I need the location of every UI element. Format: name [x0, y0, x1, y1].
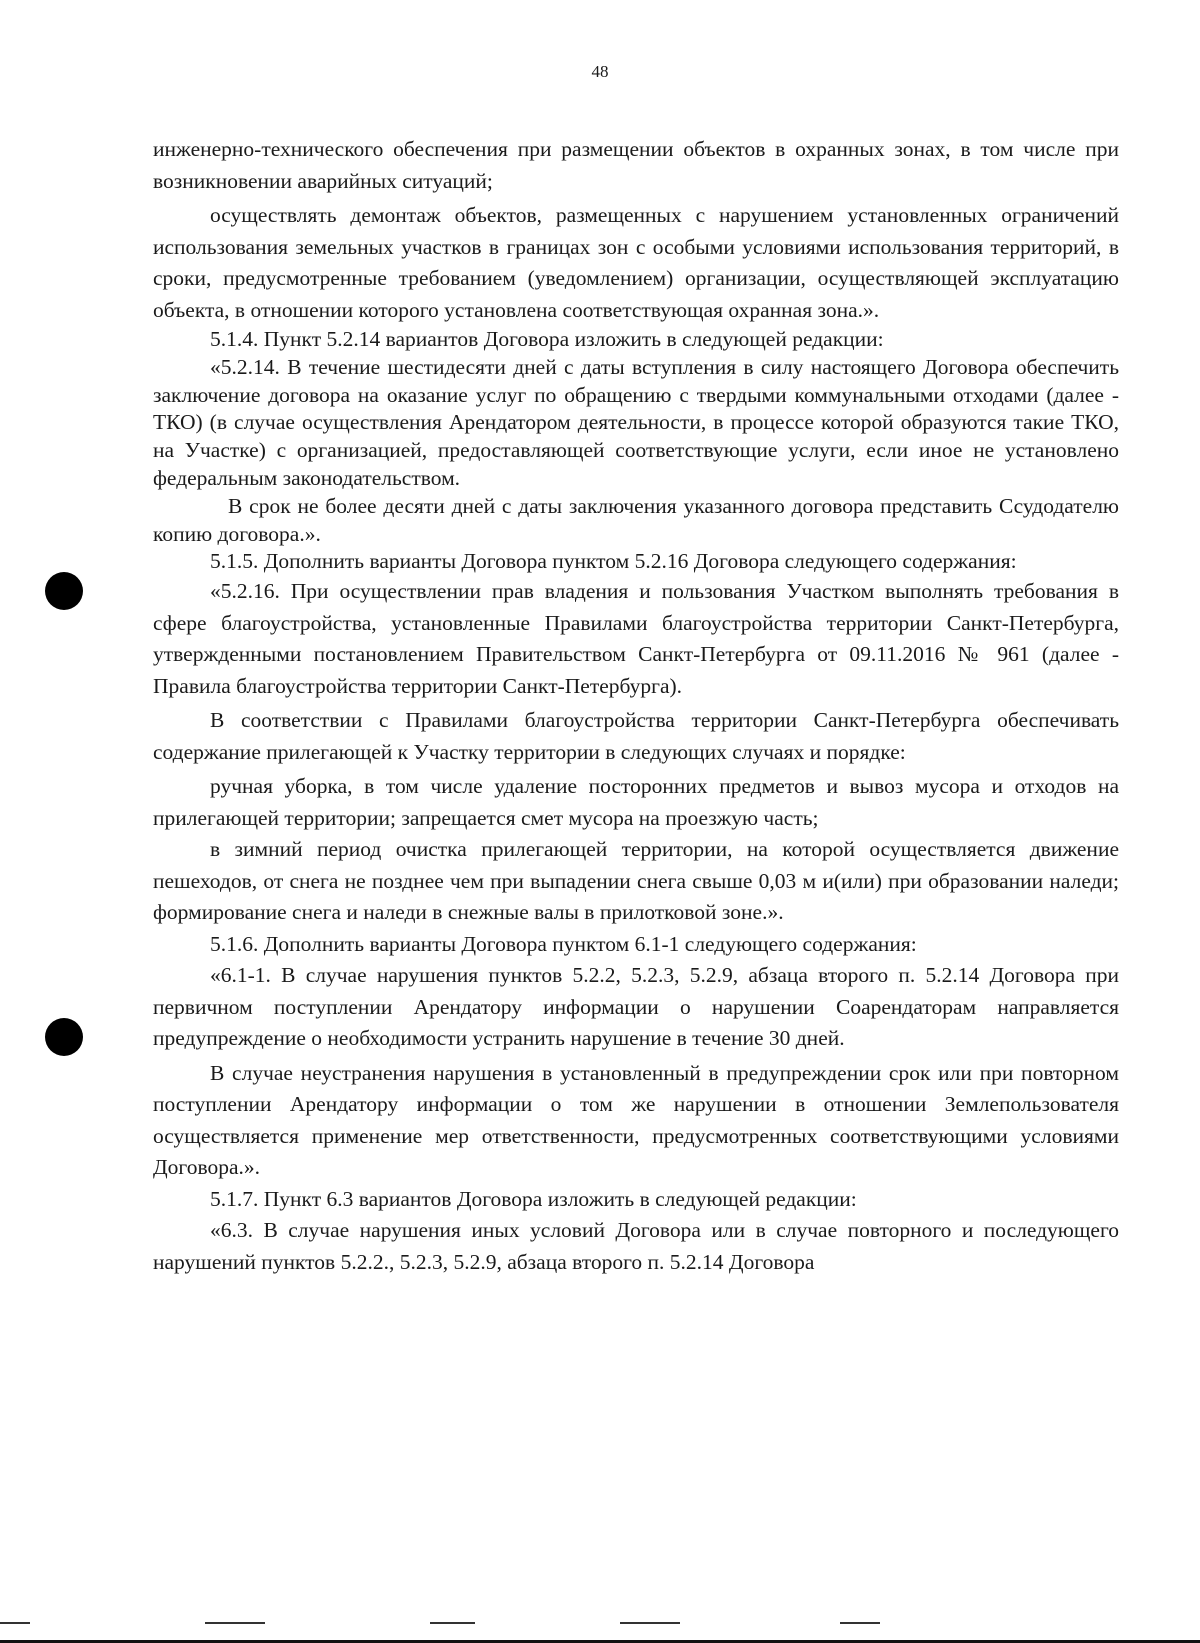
paragraph-5-1-5: 5.1.5. Дополнить варианты Договора пунктом 5.2.16 Договора следующего содержания: [210, 549, 1017, 574]
scan-artifact [430, 1622, 475, 1624]
paragraph-winter-cleaning: в зимний период очистка прилегающей территории, на которой осуществляется движение пешеходов, от снега не позднее чем при выпадении снега свыше 0,03 м и(или) при образовании наледи; формирование снега и наледи в снежные валы в прилотковой зоне.». [153, 837, 1119, 925]
paragraph-5-1-4: 5.1.4. Пункт 5.2.14 вариантов Договора изложить в следующей редакции: [210, 327, 884, 351]
scan-artifact [205, 1622, 265, 1624]
paragraph-manual-cleaning: ручная уборка, в том числе удаление посторонних предметов и вывоз мусора и отходов на прилегающей территории; запрещается смет мусора на проезжую часть; [153, 774, 1119, 830]
page-number: 48 [591, 62, 609, 81]
paragraph-5-2-16: «5.2.16. При осуществлении прав владения и пользования Участком выполнять требования в сфере благоустройства, установленные Правилами благоустройства территории Санкт-Петербурга, утвержденными постановлением Правительством Санкт-Петербурга от 09.11.2016 № 961 (далее - Правила благоустройства территории Санкт-Петербурга). [153, 579, 1119, 698]
paragraph-6-3: «6.3. В случае нарушения иных условий Договора или в случае повторного и последующего нарушений пунктов 5.2.2., 5.2.3, 5.2.9, абзаца второго п. 5.2.14 Договора [153, 1218, 1119, 1274]
punch-hole [45, 1018, 83, 1056]
punch-hole [45, 572, 83, 610]
paragraph-non-elimination: В случае неустранения нарушения в установленный в предупреждении срок или при повторном поступлении Арендатору информации о том же нарушении в отношении Землепользователя осуществляется применение мер ответственности, предусмотренных соответствующими условиями Договора.». [153, 1060, 1119, 1180]
paragraph-6-1-1: «6.1-1. В случае нарушения пунктов 5.2.2, 5.2.3, 5.2.9, абзаца второго п. 5.2.14 Договора при первичном поступлении Арендатору информации о нарушении Соарендаторам направляется предупреждение о необходимости устранить нарушение в течение 30 дней. [153, 963, 1119, 1051]
scan-artifact [0, 1622, 30, 1624]
paragraph-demolition: осуществлять демонтаж объектов, размещенных с нарушением установленных ограничений использования земельных участков в границах зон с особыми условиями использования территорий, в сроки, предусмотренные требованием (уведомлением) организации, осуществляющей эксплуатацию объекта, в отношении которого установлена соответствующая охранная зона.». [153, 203, 1119, 322]
scan-artifact [840, 1622, 880, 1624]
paragraph-5-2-14: «5.2.14. В течение шестидесяти дней с даты вступления в силу настоящего Договора обеспечить заключение договора на оказание услуг по обращению с твердыми коммунальными отходами (далее - ТКО) (в случае осуществления Арендатором деятельности, в процессе которой образуются такие ТКО, на Участке) с организацией, предоставляющей соответствующие услуги, если иное не установлено федеральным законодательством. [153, 354, 1119, 490]
paragraph-5-1-7: 5.1.7. Пункт 6.3 вариантов Договора изложить в следующей редакции: [210, 1186, 857, 1211]
paragraph-engineering-support: инженерно-технического обеспечения при размещении объектов в охранных зонах, в том числе при возникновении аварийных ситуаций; [153, 137, 1119, 193]
paragraph-copy-of-contract: В срок не более десяти дней с даты заключения указанного договора представить Ссудодателю копию договора.». [153, 493, 1119, 546]
paragraph-5-1-6: 5.1.6. Дополнить варианты Договора пунктом 6.1-1 следующего содержания: [210, 931, 917, 956]
scan-artifact [620, 1622, 680, 1624]
document-body [153, 134, 1119, 1278]
paragraph-accordance-rules: В соответствии с Правилами благоустройства территории Санкт-Петербурга обеспечивать содержание прилегающей к Участку территории в следующих случаях и порядке: [153, 708, 1119, 764]
